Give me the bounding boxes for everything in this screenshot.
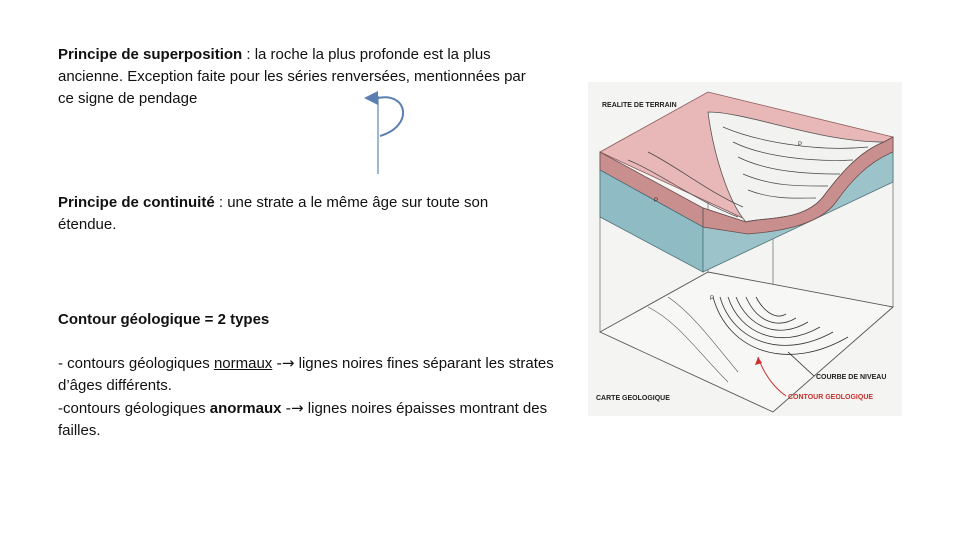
continuity-term: Principe de continuité [58, 194, 215, 211]
contour-heading: Contour géologique = 2 types [58, 311, 270, 328]
p-label-top: P [798, 142, 803, 148]
abnormal-contours-prefix: -contours géologiques [58, 400, 210, 417]
geology-block-diagram [588, 82, 904, 418]
reversed-dip-symbol [358, 86, 418, 178]
superposition-text: : la roche la plus profonde est la plus ancienne. Exception faite pour les séries renversées, mentionnées par ce signe de pendage [58, 46, 526, 107]
carte-label: CARTE GEOLOGIQUE [596, 395, 670, 402]
continuity-paragraph [58, 192, 538, 236]
superposition-paragraph [58, 44, 538, 110]
superposition-term: Principe de superposition [58, 46, 243, 63]
abnormal-contours-text: lignes noires épaisses montrant des failles. [58, 400, 548, 439]
realite-label: REALITE DE TERRAIN [602, 102, 677, 109]
normal-keyword: normaux [213, 355, 273, 372]
abnormal-keyword: anormaux [209, 400, 282, 417]
normal-contours-text: lignes noires fines séparant les strates d’âges différents. [58, 355, 554, 394]
continuity-text: : une strate a le même âge sur toute son étendue. [58, 194, 489, 233]
contour-types [58, 352, 578, 442]
contour-label: CONTOUR GEOLOGIQUE [788, 394, 874, 401]
p-label-front: P [654, 198, 659, 204]
courbe-label: COURBE DE NIVEAU [816, 374, 887, 381]
arrow-icon: -→ [285, 399, 304, 417]
normal-contours-prefix: - contours géologiques [58, 355, 214, 372]
arrow-icon: -→ [276, 354, 295, 372]
p-label-map: P [710, 296, 715, 302]
